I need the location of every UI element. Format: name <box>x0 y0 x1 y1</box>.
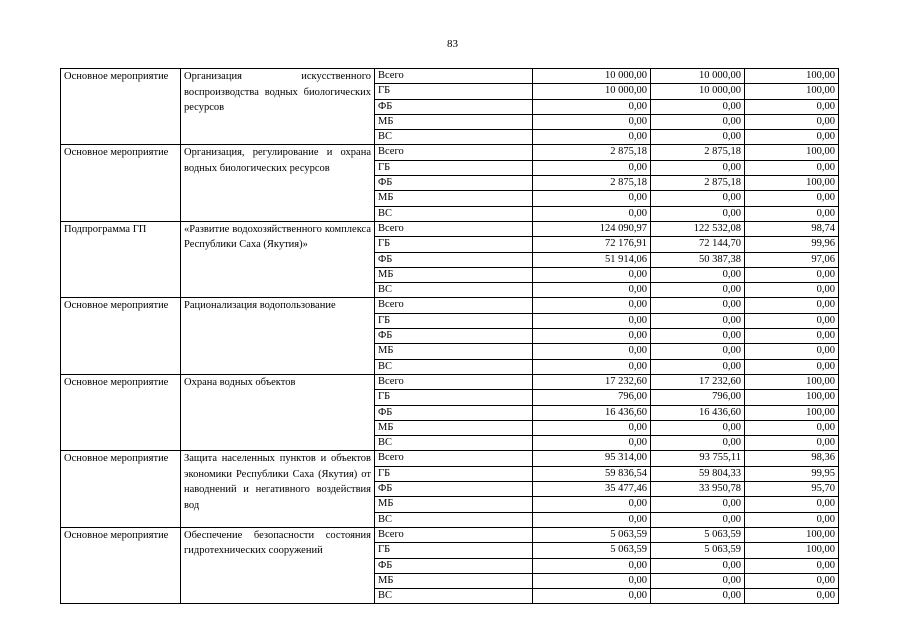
funding-source-cell: ВС <box>375 436 533 451</box>
percent-cell: 0,00 <box>745 114 839 129</box>
table-row <box>61 69 839 84</box>
funding-source-cell: Всего <box>375 527 533 542</box>
activity-name-cell: Защита населенных пунктов и объектов экономики Республики Саха (Якутия) от наводнений и негативного воздействия вод <box>181 451 375 527</box>
percent-cell: 0,00 <box>745 589 839 604</box>
actual-amount-cell: 0,00 <box>651 206 745 221</box>
actual-amount-cell: 122 532,08 <box>651 221 745 236</box>
percent-cell: 0,00 <box>745 283 839 298</box>
table-row <box>61 451 839 466</box>
activity-name-cell: Организация искусственного воспроизводства водных биологических ресурсов <box>181 69 375 145</box>
funding-source-cell: ФБ <box>375 176 533 191</box>
planned-amount-cell: 35 477,46 <box>533 482 651 497</box>
planned-amount-cell: 124 090,97 <box>533 221 651 236</box>
planned-amount-cell: 10 000,00 <box>533 69 651 84</box>
funding-source-cell: ГБ <box>375 84 533 99</box>
percent-cell: 0,00 <box>745 99 839 114</box>
funding-source-cell: Всего <box>375 221 533 236</box>
activity-name-cell: Охрана водных объектов <box>181 374 375 450</box>
table-row <box>61 145 839 160</box>
percent-cell: 100,00 <box>745 176 839 191</box>
table-row <box>61 374 839 389</box>
funding-source-cell: ФБ <box>375 99 533 114</box>
funding-source-cell: ФБ <box>375 482 533 497</box>
actual-amount-cell: 72 144,70 <box>651 237 745 252</box>
funding-source-cell: Всего <box>375 374 533 389</box>
percent-cell: 0,00 <box>745 344 839 359</box>
percent-cell: 0,00 <box>745 191 839 206</box>
actual-amount-cell: 0,00 <box>651 130 745 145</box>
actual-amount-cell: 0,00 <box>651 573 745 588</box>
actual-amount-cell: 0,00 <box>651 298 745 313</box>
planned-amount-cell: 0,00 <box>533 497 651 512</box>
funding-source-cell: Всего <box>375 451 533 466</box>
planned-amount-cell: 0,00 <box>533 191 651 206</box>
funding-source-cell: ФБ <box>375 558 533 573</box>
actual-amount-cell: 0,00 <box>651 114 745 129</box>
planned-amount-cell: 0,00 <box>533 313 651 328</box>
funding-source-cell: ВС <box>375 359 533 374</box>
planned-amount-cell: 0,00 <box>533 130 651 145</box>
actual-amount-cell: 0,00 <box>651 359 745 374</box>
percent-cell: 0,00 <box>745 436 839 451</box>
actual-amount-cell: 0,00 <box>651 497 745 512</box>
funding-source-cell: МБ <box>375 267 533 282</box>
funding-source-cell: МБ <box>375 344 533 359</box>
planned-amount-cell: 16 436,60 <box>533 405 651 420</box>
table-row <box>61 221 839 236</box>
funding-source-cell: Всего <box>375 145 533 160</box>
funding-source-cell: ВС <box>375 589 533 604</box>
planned-amount-cell: 5 063,59 <box>533 543 651 558</box>
percent-cell: 0,00 <box>745 512 839 527</box>
planned-amount-cell: 0,00 <box>533 267 651 282</box>
percent-cell: 0,00 <box>745 359 839 374</box>
activity-type-cell: Основное мероприятие <box>61 145 181 221</box>
activity-type-cell: Основное мероприятие <box>61 374 181 450</box>
budget-table-body <box>61 69 839 604</box>
funding-source-cell: ФБ <box>375 252 533 267</box>
activity-type-cell: Основное мероприятие <box>61 527 181 603</box>
table-row <box>61 298 839 313</box>
funding-source-cell: ВС <box>375 512 533 527</box>
funding-source-cell: ГБ <box>375 543 533 558</box>
actual-amount-cell: 17 232,60 <box>651 374 745 389</box>
budget-table <box>60 68 839 604</box>
percent-cell: 100,00 <box>745 145 839 160</box>
actual-amount-cell: 10 000,00 <box>651 84 745 99</box>
activity-name-cell: «Развитие водохозяйственного комплекса Республики Саха (Якутия)» <box>181 221 375 297</box>
funding-source-cell: ВС <box>375 130 533 145</box>
actual-amount-cell: 16 436,60 <box>651 405 745 420</box>
planned-amount-cell: 0,00 <box>533 298 651 313</box>
actual-amount-cell: 2 875,18 <box>651 176 745 191</box>
planned-amount-cell: 5 063,59 <box>533 527 651 542</box>
actual-amount-cell: 93 755,11 <box>651 451 745 466</box>
funding-source-cell: ГБ <box>375 313 533 328</box>
planned-amount-cell: 95 314,00 <box>533 451 651 466</box>
planned-amount-cell: 0,00 <box>533 206 651 221</box>
funding-source-cell: ВС <box>375 206 533 221</box>
percent-cell: 95,70 <box>745 482 839 497</box>
percent-cell: 0,00 <box>745 160 839 175</box>
funding-source-cell: МБ <box>375 420 533 435</box>
planned-amount-cell: 0,00 <box>533 512 651 527</box>
funding-source-cell: МБ <box>375 497 533 512</box>
percent-cell: 100,00 <box>745 390 839 405</box>
activity-name-cell: Рационализация водопользование <box>181 298 375 374</box>
actual-amount-cell: 0,00 <box>651 589 745 604</box>
planned-amount-cell: 0,00 <box>533 329 651 344</box>
percent-cell: 99,95 <box>745 466 839 481</box>
actual-amount-cell: 0,00 <box>651 313 745 328</box>
funding-source-cell: ГБ <box>375 466 533 481</box>
activity-name-cell: Организация, регулирование и охрана водных биологических ресурсов <box>181 145 375 221</box>
planned-amount-cell: 0,00 <box>533 359 651 374</box>
actual-amount-cell: 0,00 <box>651 512 745 527</box>
actual-amount-cell: 33 950,78 <box>651 482 745 497</box>
funding-source-cell: ФБ <box>375 405 533 420</box>
funding-source-cell: МБ <box>375 573 533 588</box>
percent-cell: 98,74 <box>745 221 839 236</box>
actual-amount-cell: 0,00 <box>651 329 745 344</box>
percent-cell: 0,00 <box>745 313 839 328</box>
percent-cell: 98,36 <box>745 451 839 466</box>
percent-cell: 99,96 <box>745 237 839 252</box>
actual-amount-cell: 50 387,38 <box>651 252 745 267</box>
planned-amount-cell: 0,00 <box>533 589 651 604</box>
planned-amount-cell: 2 875,18 <box>533 145 651 160</box>
planned-amount-cell: 59 836,54 <box>533 466 651 481</box>
actual-amount-cell: 59 804,33 <box>651 466 745 481</box>
actual-amount-cell: 0,00 <box>651 344 745 359</box>
funding-source-cell: МБ <box>375 191 533 206</box>
actual-amount-cell: 2 875,18 <box>651 145 745 160</box>
table-row <box>61 527 839 542</box>
actual-amount-cell: 0,00 <box>651 283 745 298</box>
percent-cell: 0,00 <box>745 298 839 313</box>
planned-amount-cell: 0,00 <box>533 283 651 298</box>
planned-amount-cell: 0,00 <box>533 344 651 359</box>
percent-cell: 97,06 <box>745 252 839 267</box>
actual-amount-cell: 0,00 <box>651 267 745 282</box>
funding-source-cell: ВС <box>375 283 533 298</box>
percent-cell: 0,00 <box>745 206 839 221</box>
percent-cell: 100,00 <box>745 543 839 558</box>
percent-cell: 100,00 <box>745 405 839 420</box>
funding-source-cell: ФБ <box>375 329 533 344</box>
planned-amount-cell: 10 000,00 <box>533 84 651 99</box>
planned-amount-cell: 0,00 <box>533 99 651 114</box>
actual-amount-cell: 0,00 <box>651 99 745 114</box>
percent-cell: 0,00 <box>745 420 839 435</box>
percent-cell: 0,00 <box>745 497 839 512</box>
actual-amount-cell: 10 000,00 <box>651 69 745 84</box>
activity-type-cell: Основное мероприятие <box>61 298 181 374</box>
planned-amount-cell: 17 232,60 <box>533 374 651 389</box>
actual-amount-cell: 0,00 <box>651 436 745 451</box>
percent-cell: 0,00 <box>745 573 839 588</box>
percent-cell: 100,00 <box>745 374 839 389</box>
percent-cell: 0,00 <box>745 558 839 573</box>
page-number: 83 <box>447 38 458 50</box>
percent-cell: 100,00 <box>745 84 839 99</box>
funding-source-cell: ГБ <box>375 160 533 175</box>
planned-amount-cell: 0,00 <box>533 160 651 175</box>
planned-amount-cell: 0,00 <box>533 558 651 573</box>
funding-source-cell: Всего <box>375 298 533 313</box>
planned-amount-cell: 0,00 <box>533 573 651 588</box>
activity-type-cell: Подпрограмма ГП <box>61 221 181 297</box>
percent-cell: 0,00 <box>745 130 839 145</box>
percent-cell: 100,00 <box>745 69 839 84</box>
planned-amount-cell: 0,00 <box>533 114 651 129</box>
funding-source-cell: Всего <box>375 69 533 84</box>
percent-cell: 0,00 <box>745 329 839 344</box>
funding-source-cell: ГБ <box>375 237 533 252</box>
funding-source-cell: МБ <box>375 114 533 129</box>
planned-amount-cell: 0,00 <box>533 420 651 435</box>
actual-amount-cell: 0,00 <box>651 420 745 435</box>
actual-amount-cell: 796,00 <box>651 390 745 405</box>
activity-type-cell: Основное мероприятие <box>61 451 181 527</box>
actual-amount-cell: 0,00 <box>651 558 745 573</box>
planned-amount-cell: 796,00 <box>533 390 651 405</box>
actual-amount-cell: 5 063,59 <box>651 527 745 542</box>
planned-amount-cell: 0,00 <box>533 436 651 451</box>
activity-type-cell: Основное мероприятие <box>61 69 181 145</box>
actual-amount-cell: 5 063,59 <box>651 543 745 558</box>
funding-source-cell: ГБ <box>375 390 533 405</box>
percent-cell: 100,00 <box>745 527 839 542</box>
actual-amount-cell: 0,00 <box>651 160 745 175</box>
percent-cell: 0,00 <box>745 267 839 282</box>
actual-amount-cell: 0,00 <box>651 191 745 206</box>
activity-name-cell: Обеспечение безопасности состояния гидротехнических сооружений <box>181 527 375 603</box>
planned-amount-cell: 2 875,18 <box>533 176 651 191</box>
planned-amount-cell: 51 914,06 <box>533 252 651 267</box>
planned-amount-cell: 72 176,91 <box>533 237 651 252</box>
